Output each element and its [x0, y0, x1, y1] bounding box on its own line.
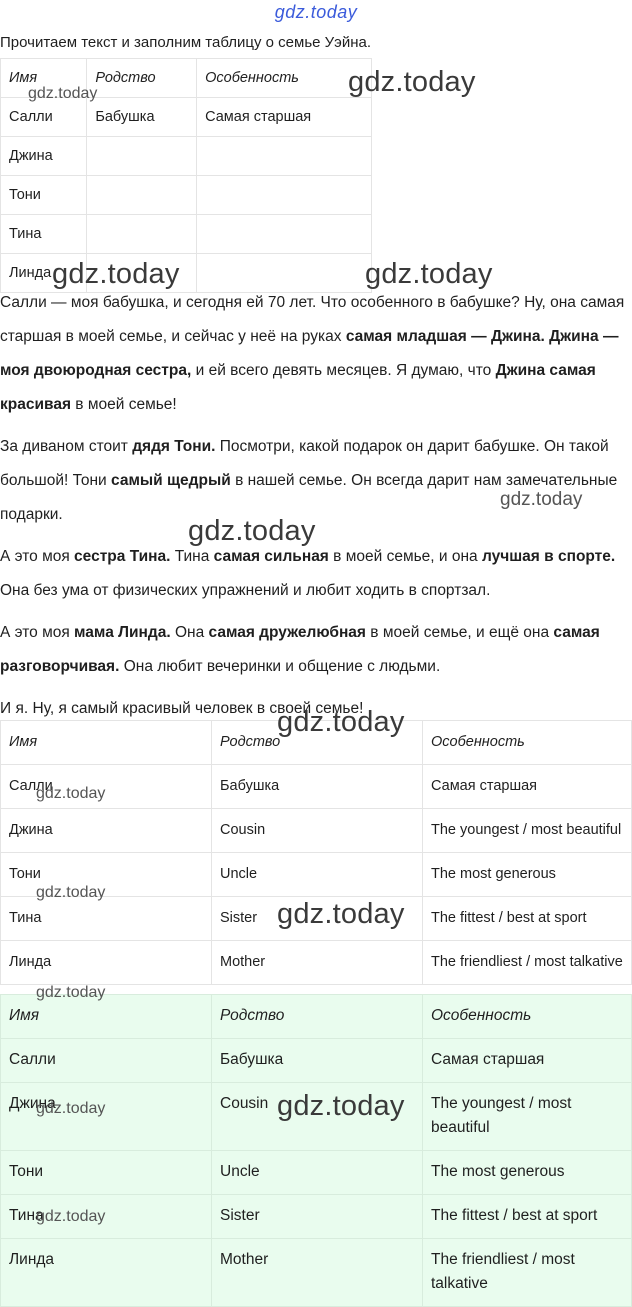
watermark: gdz.today — [500, 489, 583, 510]
cell-name: Салли — [1, 1039, 212, 1083]
text-segment: в нашей семье. Он всегда дарит нам замечательные подарки. — [0, 472, 618, 523]
header-feature: Особенность — [197, 59, 372, 98]
watermark: gdz.today — [188, 515, 316, 547]
cell-relation: Uncle — [212, 853, 423, 897]
text-segment: в моей семье, и она — [328, 548, 482, 565]
cell-relation: Uncle — [212, 1151, 423, 1195]
cell-name: Тина — [1, 1195, 212, 1239]
cell-name: Тони — [1, 176, 87, 215]
text-segment: А это моя — [0, 624, 75, 641]
cell-relation: Бабушка — [212, 765, 423, 809]
family-table-answer — [0, 994, 632, 1307]
cell-feature: The fittest / best at sport — [423, 1195, 632, 1239]
bold-phrase: лучшая в спорте. — [481, 548, 616, 565]
table-row — [1, 1239, 632, 1307]
watermark: gdz.today — [36, 785, 106, 802]
cell-name: Джина — [1, 137, 87, 176]
text-segment: Она без ума от физических упражнений и любит ходить в спортзал. — [0, 582, 491, 599]
site-logo[interactable]: gdz.today — [274, 2, 358, 22]
text-segment: Посмотри, какой подарок он дарит бабушке. Он такой большой! Тони — [0, 438, 609, 489]
header-relation: Родство — [212, 995, 423, 1039]
cell-relation — [87, 176, 197, 215]
bold-phrase: самая дружелюбная — [208, 624, 366, 641]
text-segment: в моей семье! — [70, 396, 177, 413]
story-paragraph — [0, 286, 632, 422]
cell-relation: Cousin — [212, 1083, 423, 1151]
table-row — [1, 137, 372, 176]
cell-relation — [87, 215, 197, 254]
cell-name: Тони — [1, 853, 212, 897]
watermark: gdz.today — [36, 1100, 106, 1117]
cell-name: Тони — [1, 1151, 212, 1195]
cell-name: Джина — [1, 809, 212, 853]
text-segment: Тина — [170, 548, 214, 565]
bold-phrase: самая сильная — [213, 548, 329, 565]
table-row — [1, 176, 372, 215]
bold-phrase: Джина самая красивая — [0, 362, 596, 413]
bold-phrase: мама Линда. — [74, 624, 171, 641]
watermark: gdz.today — [36, 884, 106, 901]
watermark: gdz.today — [28, 85, 98, 102]
watermark: gdz.today — [36, 1208, 106, 1225]
cell-relation: Mother — [212, 1239, 423, 1307]
cell-relation: Cousin — [212, 809, 423, 853]
cell-feature — [197, 176, 372, 215]
cell-relation: Mother — [212, 941, 423, 985]
cell-relation — [87, 137, 197, 176]
table-row — [1, 98, 372, 137]
cell-feature — [197, 137, 372, 176]
intro-text: Прочитаем текст и заполним таблицу о семье Уэйна. — [0, 34, 372, 51]
header-feature: Особенность — [423, 995, 632, 1039]
cell-feature: Самая старшая — [197, 98, 372, 137]
text-segment: Она любит вечеринки и общение с людьми. — [119, 658, 441, 675]
cell-name: Салли — [1, 98, 87, 137]
watermark: gdz.today — [277, 898, 405, 930]
cell-relation: Sister — [212, 897, 423, 941]
text-segment: А это моя — [0, 548, 75, 565]
story-paragraph — [0, 430, 632, 532]
table-row — [1, 1039, 632, 1083]
cell-name: Линда — [1, 1239, 212, 1307]
table-row — [1, 215, 372, 254]
text-segment: За диваном стоит — [0, 438, 133, 455]
cell-feature: The youngest / most beautiful — [423, 1083, 632, 1151]
bold-phrase: дядя Тони. — [132, 438, 216, 455]
cell-feature: The most generous — [423, 1151, 632, 1195]
cell-feature: Самая старшая — [423, 765, 632, 809]
watermark: gdz.today — [277, 706, 405, 738]
table-row — [1, 1151, 632, 1195]
bold-phrase: самый щедрый — [111, 472, 231, 489]
watermark: gdz.today — [36, 984, 106, 1001]
cell-feature: The fittest / best at sport — [423, 897, 632, 941]
header-relation: Родство — [87, 59, 197, 98]
text-segment: Салли — моя бабушка, и сегодня ей 70 лет. Что особенного в бабушке? Ну, она самая старшая в моей семье, и сейчас у неё на руках — [0, 294, 625, 345]
cell-feature: The friendliest / most talkative — [423, 941, 632, 985]
cell-name: Тина — [1, 215, 87, 254]
cell-name: Джина — [1, 1083, 212, 1151]
header-relation: Родство — [212, 721, 423, 765]
cell-feature — [197, 215, 372, 254]
cell-relation: Бабушка — [87, 98, 197, 137]
watermark: gdz.today — [52, 258, 180, 290]
cell-feature: Самая старшая — [423, 1039, 632, 1083]
cell-name: Линда — [1, 941, 212, 985]
text-segment: в моей семье, и ещё она — [365, 624, 554, 641]
header-name: Имя — [1, 721, 212, 765]
header-name: Имя — [1, 995, 212, 1039]
cell-name: Салли — [1, 765, 212, 809]
header-name: Имя — [1, 59, 87, 98]
story-paragraph — [0, 616, 632, 684]
bold-phrase: сестра Тина. — [74, 548, 171, 565]
text-segment: и ей всего девять месяцев. Я думаю, что — [191, 362, 496, 379]
cell-feature: The youngest / most beautiful — [423, 809, 632, 853]
table-row — [1, 941, 632, 985]
cell-relation: Бабушка — [212, 1039, 423, 1083]
watermark: gdz.today — [277, 1090, 405, 1122]
text-segment: И я. Ну, я самый красивый человек в своей семье! — [0, 700, 364, 717]
table-row — [1, 809, 632, 853]
bold-phrase: самая младшая — Джина. Джина — моя двоюродная сестра, — [0, 328, 619, 379]
cell-name: Линда — [1, 254, 87, 293]
header-feature: Особенность — [423, 721, 632, 765]
cell-name: Тина — [1, 897, 212, 941]
cell-relation: Sister — [212, 1195, 423, 1239]
text-segment: Она — [170, 624, 209, 641]
story-paragraph — [0, 540, 632, 608]
family-table-filled — [0, 720, 632, 985]
watermark: gdz.today — [365, 258, 493, 290]
cell-feature: The most generous — [423, 853, 632, 897]
watermark: gdz.today — [348, 66, 476, 98]
cell-feature: The friendliest / most talkative — [423, 1239, 632, 1307]
bold-phrase: самая разговорчивая. — [0, 624, 600, 675]
